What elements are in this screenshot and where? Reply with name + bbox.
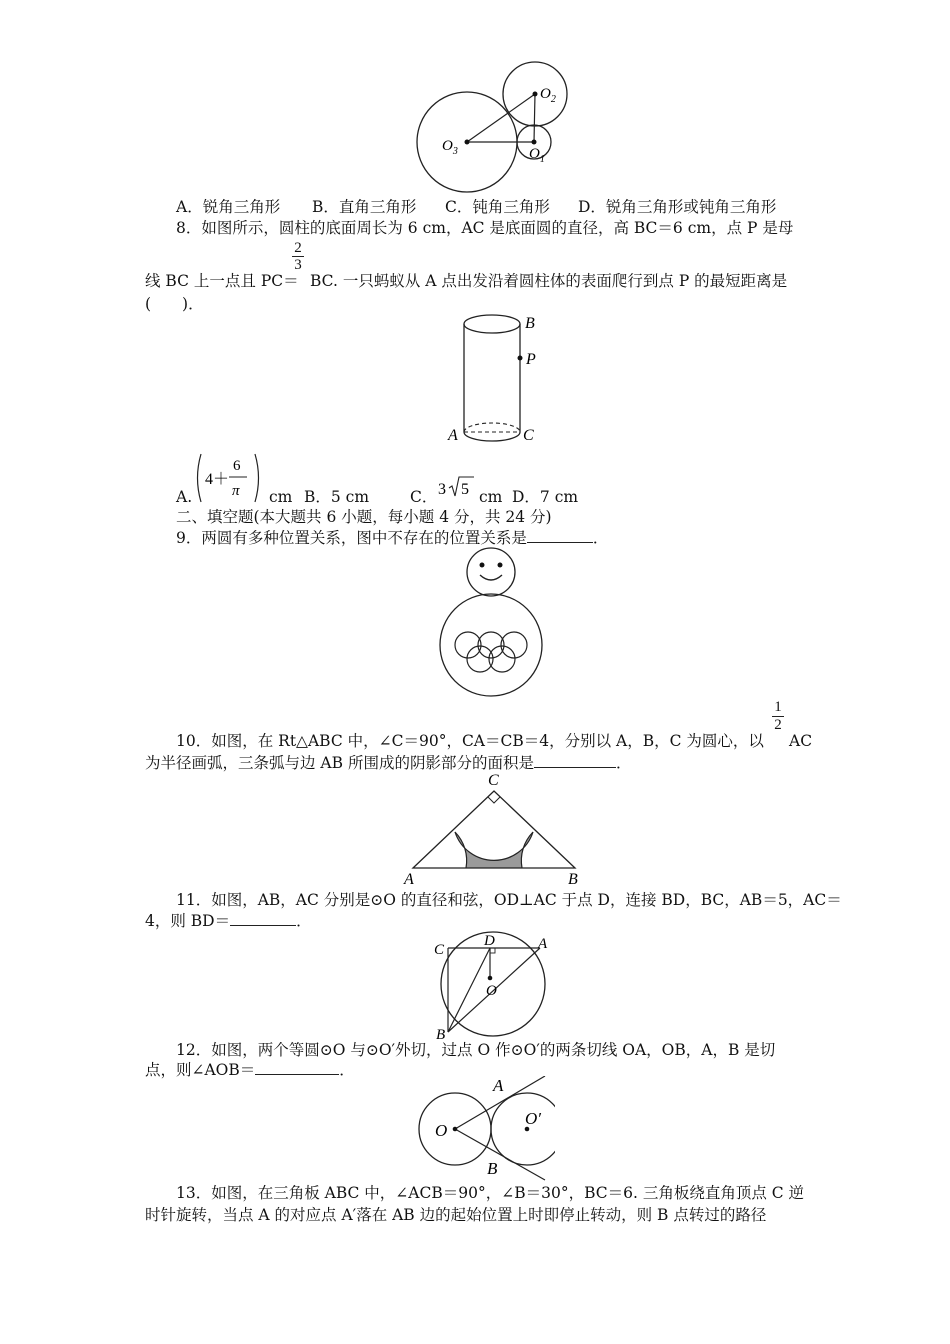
label-d: D bbox=[484, 933, 495, 949]
q11-line-1: 11．如图，AB，AC 分别是⊙O 的直径和弦，OD⊥AC 于点 D，连接 BD，BC，AB＝5，AC＝ bbox=[176, 891, 842, 909]
q8-line-3: ( )． bbox=[145, 295, 204, 313]
q8-option-c-expression bbox=[436, 472, 476, 502]
label-o3: $O_3$ bbox=[442, 138, 458, 157]
triangle-arcs-figure bbox=[400, 768, 585, 886]
q8-option-c-prefix: C． bbox=[410, 488, 438, 506]
snowman-circles-figure bbox=[435, 545, 550, 700]
q8-option-c-unit: cm bbox=[479, 488, 503, 506]
svg-text:4＋: 4＋ bbox=[205, 471, 230, 488]
q7-option-a: A．锐角三角形 bbox=[176, 198, 281, 216]
circle-chord-figure bbox=[428, 928, 558, 1040]
q8-option-a-prefix: A. bbox=[176, 488, 193, 506]
label-a: A bbox=[493, 1076, 504, 1095]
svg-text:6: 6 bbox=[233, 458, 241, 474]
q12-line-2: 点，则∠AOB＝ ． bbox=[145, 1061, 355, 1079]
q8-option-d: D．7 cm bbox=[512, 488, 579, 506]
q8-option-b: B．5 cm bbox=[304, 488, 370, 506]
q10-line-1: 10．如图，在 Rt△ABC 中，∠C＝90°，CA＝CB＝4，分别以 A，B，C 为圆心，以 bbox=[176, 732, 764, 750]
q7-option-c: C．钝角三角形 bbox=[445, 198, 550, 216]
label-a: A bbox=[448, 427, 458, 444]
label-a: A bbox=[538, 936, 548, 952]
q9-text: 9．两圆有多种位置关系，图中不存在的位置关系是 ． bbox=[176, 529, 609, 547]
q10-line-2: 为半径画弧，三条弧与边 AB 所围成的阴影部分的面积是 ． bbox=[145, 754, 632, 772]
svg-text:3: 3 bbox=[438, 481, 446, 498]
label-o: O bbox=[435, 1121, 448, 1140]
q8-option-a-unit: cm bbox=[269, 488, 293, 506]
label-p: P bbox=[526, 351, 536, 368]
svg-text:π: π bbox=[232, 483, 240, 499]
label-b: B bbox=[525, 315, 535, 332]
section-title: 二、填空题(本大题共 6 小题，每小题 4 分，共 24 分) bbox=[176, 508, 552, 526]
label-b: B bbox=[436, 1027, 446, 1040]
svg-text:5: 5 bbox=[461, 481, 469, 498]
q8-option-a-expression bbox=[193, 450, 263, 506]
q7-option-d: D．锐角三角形或钝角三角形 bbox=[578, 198, 777, 216]
tangent-circles-figure bbox=[415, 1076, 555, 1182]
q10-ac: AC bbox=[789, 732, 813, 750]
q7-option-b: B．直角三角形 bbox=[312, 198, 417, 216]
q8-fraction: 2 3 bbox=[291, 240, 305, 273]
q11-line-2: 4，则 BD＝ ． bbox=[145, 912, 312, 930]
label-a: A bbox=[404, 871, 414, 886]
q8-line-1: 8．如图所示，圆柱的底面周长为 6 cm，AC 是底面圆的直径，高 BC＝6 cm，点 P 是母 bbox=[176, 219, 794, 237]
label-b: B bbox=[487, 1159, 498, 1178]
q13-line-2: 时针旋转，当点 A 的对应点 A′落在 AB 边的起始位置上时即停止转动，则 B 点转过的路径 bbox=[145, 1206, 767, 1224]
q10-fraction: 1 2 bbox=[771, 699, 785, 734]
q13-line-1: 13．如图，在三角板 ABC 中，∠ACB＝90°，∠B＝30°，BC＝6. 三角板绕直角顶点 C 逆 bbox=[176, 1184, 805, 1202]
q12-line-1: 12．如图，两个等圆⊙O 与⊙O′外切，过点 O 作⊙O′的两条切线 OA，OB，A，B 是切 bbox=[176, 1041, 776, 1059]
label-c: C bbox=[523, 427, 534, 444]
label-b: B bbox=[568, 871, 578, 886]
cylinder-figure bbox=[440, 308, 550, 448]
label-o2: $O_2$ bbox=[540, 86, 556, 105]
q8-line-2a: 线 BC 上一点且 PC＝ bbox=[145, 272, 299, 290]
label-c: C bbox=[488, 772, 499, 789]
label-o-prime: O′ bbox=[525, 1109, 541, 1128]
three-circles-figure bbox=[410, 58, 580, 198]
label-c: C bbox=[434, 942, 445, 958]
q8-line-2b: BC. 一只蚂蚁从 A 点出发沿着圆柱体的表面爬行到点 P 的最短距离是 bbox=[310, 272, 788, 290]
label-o1: $O_1$ bbox=[529, 146, 545, 165]
label-o: O bbox=[486, 983, 497, 999]
